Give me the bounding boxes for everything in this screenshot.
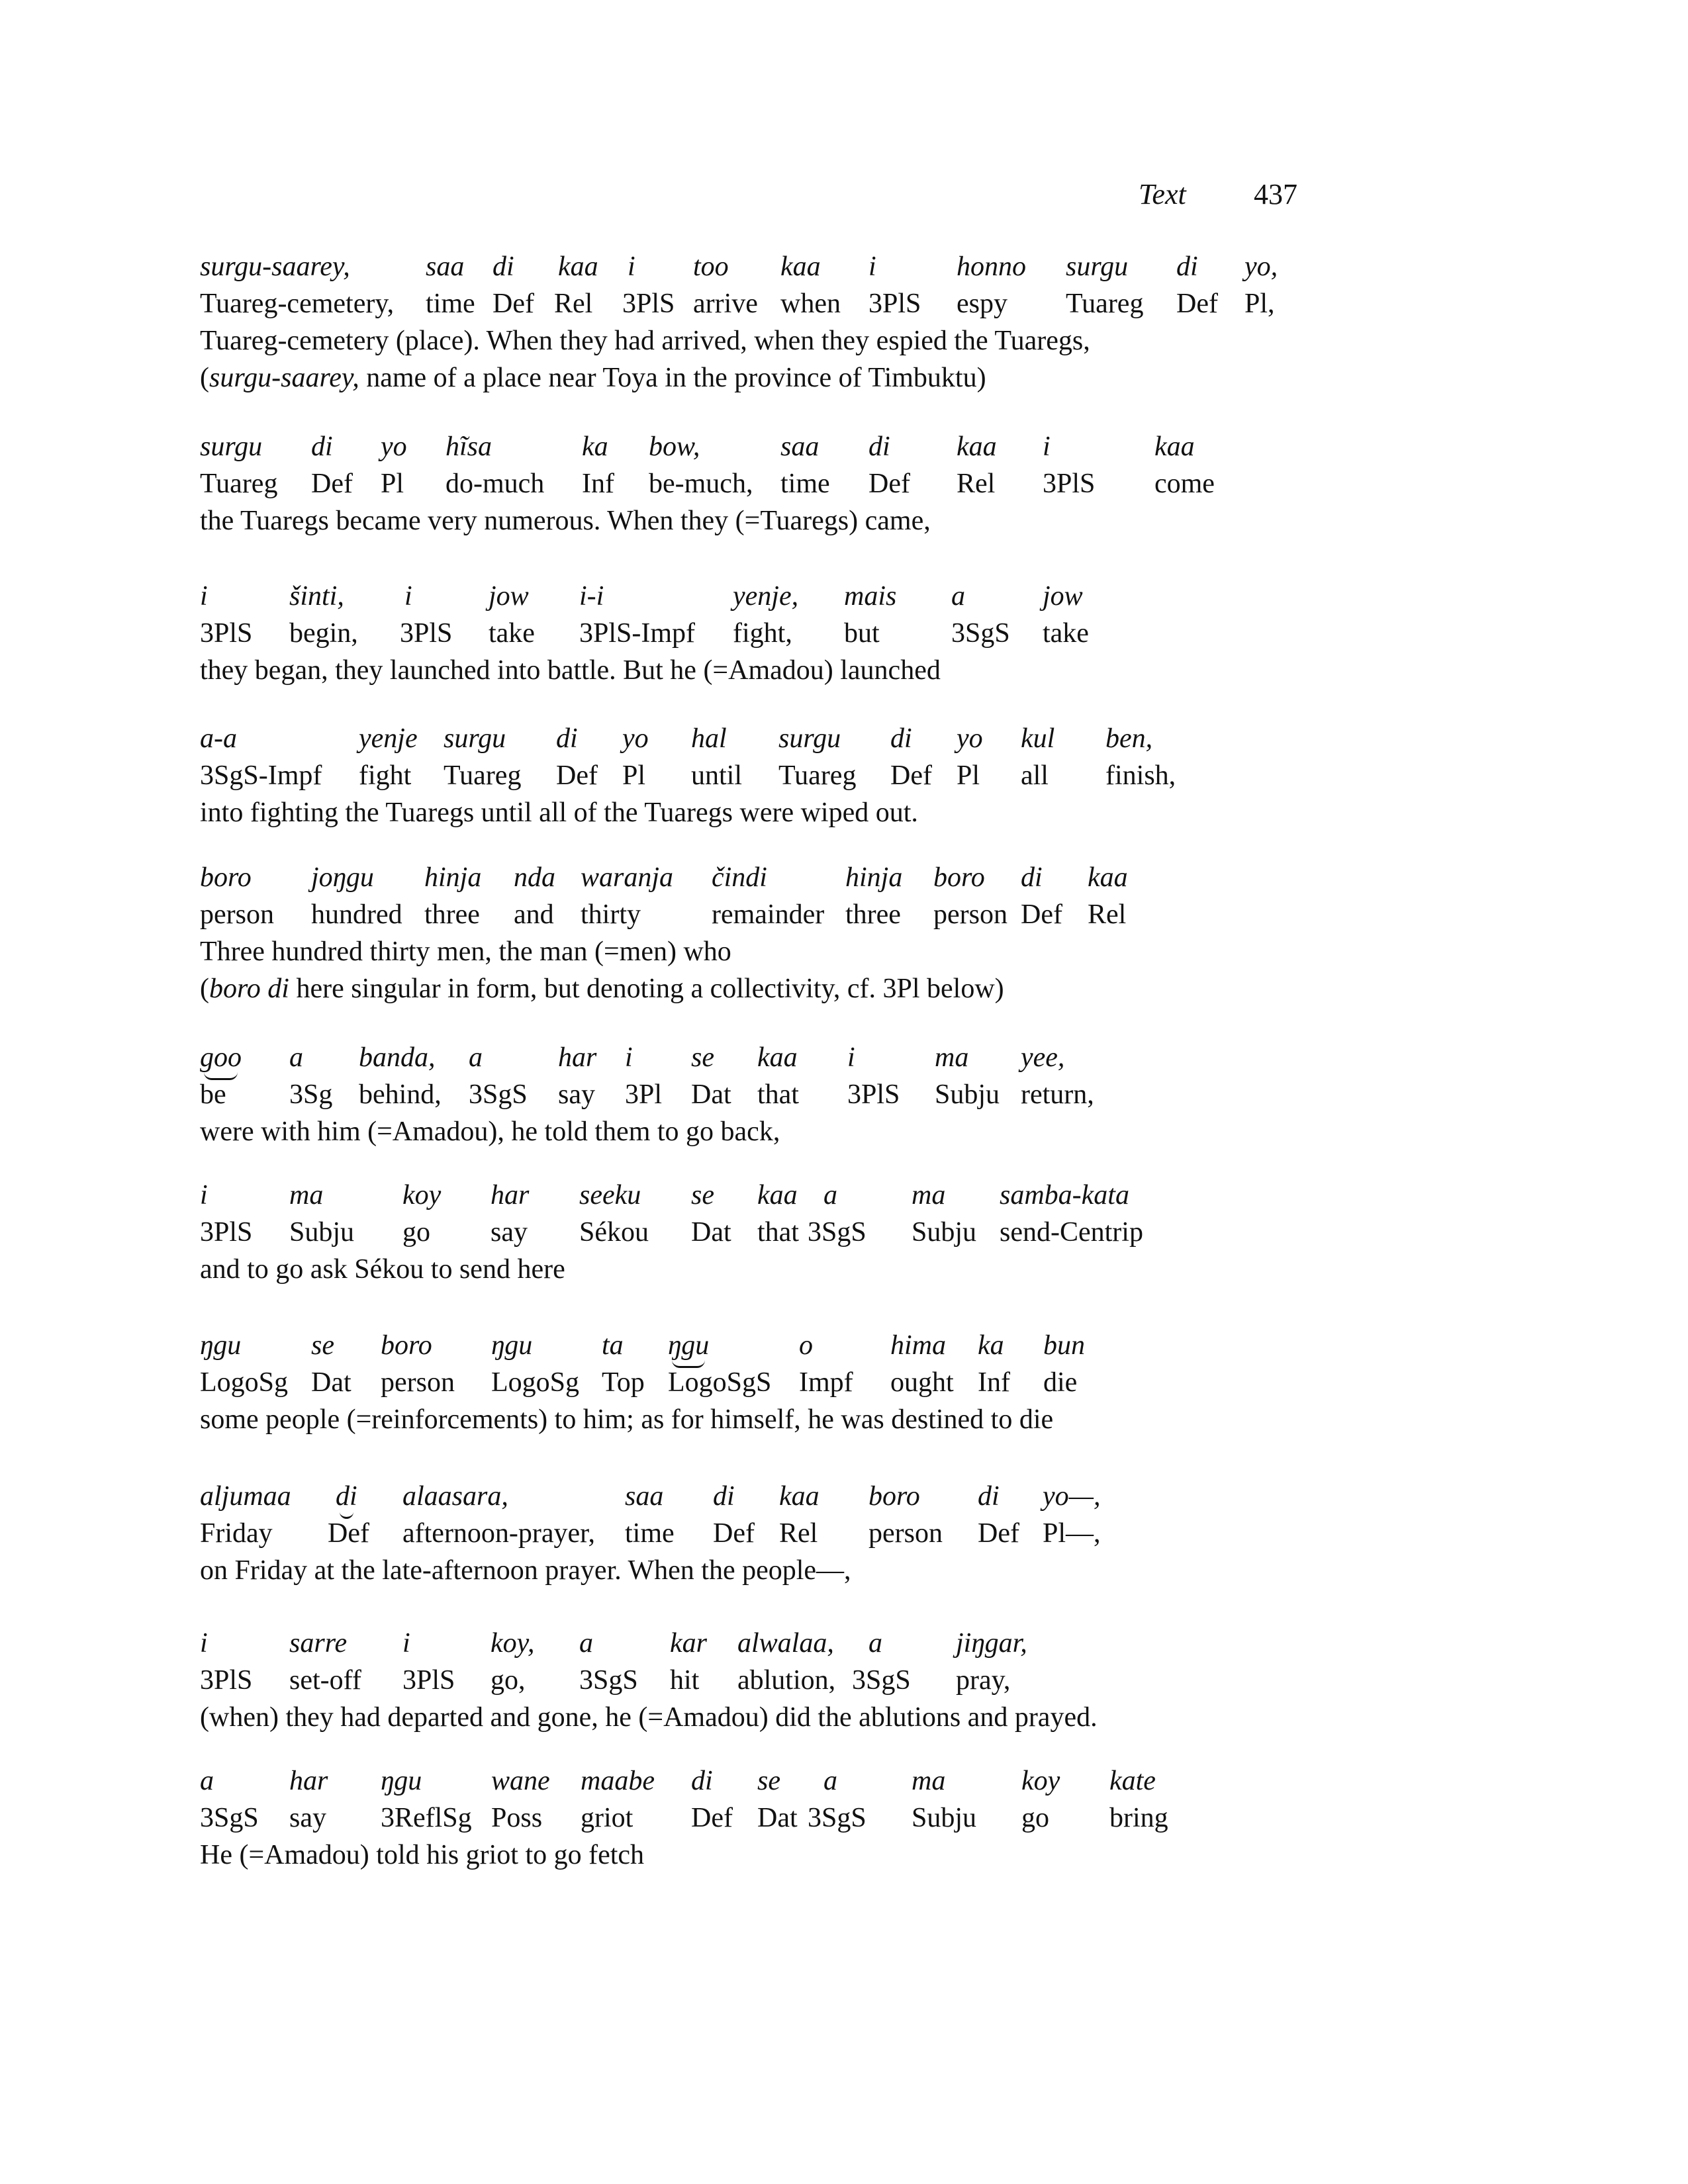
gloss-word: three [845,899,901,930]
vern-word: yo [957,723,983,754]
vern-word: bun [1043,1330,1085,1361]
gloss-word: ablution, [737,1665,836,1696]
vern-word: di [1021,862,1043,893]
vern-word: ma [289,1180,324,1210]
gloss-line [200,1799,1325,1837]
vern-word: yo, [1244,251,1278,282]
gloss-line [200,1364,1325,1401]
vernacular-line [200,428,1325,465]
vern-word: saa [625,1481,664,1512]
vernacular-line [200,1327,1325,1364]
vernacular-line [200,720,1325,757]
gloss-word: 3SgS [808,1217,867,1248]
vern-word: kaa [1088,862,1128,893]
vern-word: jow [489,581,529,612]
vern-word: surgu [1066,251,1129,282]
vern-word: surgu-saarey, [200,251,350,282]
gloss-line [200,757,1325,794]
vern-word: di [890,723,912,754]
vern-word: boro [381,1330,432,1361]
vernacular-line [200,248,1325,285]
gloss-word: pray, [956,1665,1011,1696]
gloss-word: when [780,289,841,319]
gloss-word: griot [581,1803,633,1833]
gloss-word: die [1043,1367,1078,1398]
gloss-block [200,1039,1325,1150]
gloss-word: go [402,1217,430,1248]
gloss-word: 3PlS [847,1079,900,1110]
vern-word: i [200,1628,208,1659]
vern-word: seeku [579,1180,641,1210]
vern-word: saa [426,251,465,282]
gloss-word: 3SgS [808,1803,867,1833]
vern-word: kaa [780,251,821,282]
gloss-word: Subju [935,1079,1000,1110]
vern-word: kaa [558,251,598,282]
gloss-word: say [289,1803,326,1833]
vern-word: i [847,1042,855,1073]
vern-word: wane [491,1766,550,1796]
vern-word: jiŋgar, [956,1628,1027,1659]
gloss-word: Def [328,1518,369,1549]
gloss-word: Def [890,760,932,791]
gloss-word: 3SgS [951,618,1010,649]
vern-word: i [402,1628,410,1659]
vern-word: di [691,1766,713,1796]
gloss-word: hit [670,1665,700,1696]
gloss-word: Dat [311,1367,352,1398]
gloss-word: Impf [799,1367,853,1398]
gloss-word: 3SgS [469,1079,528,1110]
vern-word: se [311,1330,334,1361]
gloss-word: Def [1021,899,1062,930]
vern-word: a [823,1180,837,1210]
gloss-line [200,1662,1325,1699]
gloss-line [200,1076,1325,1113]
gloss-word: remainder [712,899,825,930]
vernacular-line [200,859,1325,896]
gloss-word: espy [957,289,1008,319]
vern-word: boro [868,1481,920,1512]
vern-word: honno [957,251,1026,282]
gloss-word: Top [602,1367,645,1398]
vern-word: ŋgu [200,1330,242,1361]
vern-word: a [579,1628,593,1659]
gloss-word: Tuareg [444,760,522,791]
vern-word: har [558,1042,597,1073]
gloss-word: say [491,1217,528,1248]
vern-word: a [823,1766,837,1796]
vern-word: se [691,1180,714,1210]
vern-word: di [336,1478,357,1515]
gloss-word: three [424,899,480,930]
gloss-word: begin, [289,618,358,649]
gloss-word: time [625,1518,675,1549]
vern-word: čindi [712,862,767,893]
vern-word: bow, [649,432,700,462]
gloss-word: Subju [289,1217,355,1248]
vern-word: banda, [359,1042,436,1073]
gloss-word: Def [492,289,534,319]
vern-word: i [404,581,412,612]
vernacular-line [200,1762,1325,1799]
gloss-word: until [691,760,743,791]
vern-word: mais [844,581,897,612]
gloss-word: 3PlS [400,618,453,649]
vern-word: ta [602,1330,624,1361]
gloss-word: LogoSgS [668,1367,772,1398]
gloss-line [200,285,1325,322]
vern-word: joŋgu [311,862,374,893]
vern-word: har [491,1180,530,1210]
free-translation: He (=Amadou) told his griot to go fetch [200,1840,645,1870]
gloss-word: Tuareg-cemetery, [200,289,395,319]
gloss-word: Inf [978,1367,1010,1398]
vern-word: i-i [579,581,604,612]
vern-word: hĩsa [445,432,492,462]
gloss-word: arrive [693,289,758,319]
vern-word: koy [402,1180,442,1210]
gloss-word: fight [359,760,412,791]
vern-word: kaa [1154,432,1195,462]
vern-word: koy, [491,1628,535,1659]
gloss-word: that [757,1217,799,1248]
vern-word: samba-kata [1000,1180,1129,1210]
free-translation: (when) they had departed and gone, he (=Amadou) did the ablutions and prayed. [200,1702,1098,1733]
vern-word: i [628,251,635,282]
gloss-line [200,1214,1325,1251]
vern-word: i [625,1042,633,1073]
gloss-block [200,578,1325,689]
gloss-word: but [844,618,880,649]
gloss-word: be-much, [649,469,753,499]
vern-word: ma [935,1042,969,1073]
gloss-block [200,1762,1325,1874]
gloss-word: Tuareg [778,760,857,791]
vern-word: har [289,1766,328,1796]
vern-word: ben, [1105,723,1153,754]
vern-word: too [693,251,729,282]
gloss-word: Rel [957,469,996,499]
gloss-word: 3PlS [200,618,253,649]
vern-word: hima [890,1330,946,1361]
gloss-word: and [514,899,554,930]
vern-word: di [556,723,578,754]
gloss-word: be [200,1079,226,1110]
gloss-word: Def [868,469,910,499]
note: (surgu-saarey, name of a place near Toya in the province of Timbuktu) [200,363,986,393]
running-head [1139,177,1297,211]
gloss-word: LogoSg [491,1367,580,1398]
gloss-word: 3Sg [289,1079,333,1110]
vern-word: a [951,581,965,612]
gloss-block [200,1177,1325,1288]
gloss-word: come [1154,469,1215,499]
vern-word: yo [381,432,407,462]
vernacular-line [200,1177,1325,1214]
vern-word: hinja [845,862,903,893]
gloss-word: afternoon-prayer, [402,1518,595,1549]
gloss-line [200,896,1325,933]
gloss-word: finish, [1105,760,1176,791]
vern-word: kaa [957,432,997,462]
vern-word: i [200,1180,208,1210]
gloss-block [200,859,1325,1007]
vernacular-line [200,1039,1325,1076]
vern-word: di [311,432,333,462]
gloss-word: person [200,899,274,930]
gloss-word: Def [556,760,598,791]
gloss-word: 3PlS [868,289,921,319]
vern-word: di [868,432,890,462]
vern-word: saa [780,432,820,462]
vern-word: se [691,1042,714,1073]
vern-word: nda [514,862,555,893]
vern-word: i [200,581,208,612]
gloss-word: person [868,1518,943,1549]
gloss-line [200,1515,1325,1552]
gloss-word: go, [491,1665,526,1696]
gloss-word: Tuareg [1066,289,1144,319]
gloss-word: take [489,618,535,649]
gloss-word: Pl [957,760,980,791]
free-translation: Tuareg-cemetery (place). When they had arrived, when they espied the Tuaregs, [200,326,1090,356]
gloss-word: do-much [445,469,545,499]
vern-word: yee, [1021,1042,1065,1073]
vern-word: surgu [200,432,263,462]
vern-word: di [713,1481,735,1512]
vern-word: a [200,1766,214,1796]
gloss-word: Dat [691,1079,731,1110]
gloss-word: 3SgS [200,1803,259,1833]
gloss-word: 3PlS [402,1665,455,1696]
vern-word: ma [912,1766,946,1796]
gloss-word: return, [1021,1079,1094,1110]
gloss-block [200,1625,1325,1736]
vern-word: yo—, [1043,1481,1101,1512]
gloss-word: Pl, [1244,289,1275,319]
vern-word: se [757,1766,780,1796]
vern-word: goo [200,1039,242,1076]
vern-word: a [469,1042,483,1073]
gloss-word: time [780,469,830,499]
free-translation: into fighting the Tuaregs until all of the Tuaregs were wiped out. [200,797,918,828]
gloss-word: Dat [691,1217,731,1248]
free-translation: and to go ask Sékou to send here [200,1254,565,1285]
vern-word: aljumaa [200,1481,291,1512]
vern-word: di [1176,251,1198,282]
free-translation: on Friday at the late-afternoon prayer. When the people—, [200,1555,851,1586]
vern-word: šinti, [289,581,344,612]
vern-word: kul [1021,723,1055,754]
vern-word: o [799,1330,813,1361]
gloss-word: thirty [581,899,641,930]
vern-word: kaa [779,1481,820,1512]
gloss-word: Subju [912,1217,977,1248]
vern-word: yenje [359,723,418,754]
gloss-word: Def [713,1518,755,1549]
gloss-block [200,248,1325,396]
gloss-word: person [933,899,1008,930]
vern-word: yenje, [733,581,799,612]
vern-word: kaa [757,1042,798,1073]
gloss-word: fight, [733,618,792,649]
gloss-word: person [381,1367,455,1398]
gloss-word: say [558,1079,595,1110]
section-title: Text [1139,178,1186,210]
page-number: 437 [1254,178,1297,210]
gloss-word: send-Centrip [1000,1217,1143,1248]
gloss-block [200,720,1325,831]
gloss-word: Sékou [579,1217,649,1248]
vern-word: yo [622,723,649,754]
gloss-word: Tuareg [200,469,278,499]
free-translation: they began, they launched into battle. But he (=Amadou) launched [200,655,941,686]
gloss-word: Friday [200,1518,273,1549]
vernacular-line [200,1478,1325,1515]
vern-word: ŋgu [668,1327,709,1364]
vern-word: boro [933,862,985,893]
vern-word: a [868,1628,882,1659]
gloss-word: 3Pl [625,1079,663,1110]
vern-word: i [1043,432,1051,462]
gloss-word: Dat [757,1803,798,1833]
gloss-word: Def [978,1518,1019,1549]
vern-word: di [978,1481,1000,1512]
note-term: surgu-saarey, [209,363,359,393]
vern-word: maabe [581,1766,655,1796]
gloss-word: Subju [912,1803,977,1833]
gloss-word: Rel [554,289,593,319]
gloss-block [200,428,1325,539]
vern-word: jow [1043,581,1083,612]
gloss-word: 3PlS-Impf [579,618,696,649]
vern-word: boro [200,862,252,893]
gloss-word: 3SgS [579,1665,638,1696]
gloss-word: all [1021,760,1049,791]
vern-word: a [289,1042,303,1073]
gloss-word: Def [691,1803,733,1833]
vern-word: alaasara, [402,1481,508,1512]
vern-word: di [492,251,514,282]
gloss-word: Inf [582,469,614,499]
gloss-word: Pl [622,760,646,791]
gloss-word: behind, [359,1079,442,1110]
gloss-word: Rel [779,1518,818,1549]
gloss-word: 3SgS-Impf [200,760,322,791]
gloss-word: 3PlS [1043,469,1096,499]
gloss-word: LogoSg [200,1367,289,1398]
gloss-word: set-off [289,1665,361,1696]
gloss-word: Def [311,469,353,499]
gloss-line [200,465,1325,502]
vern-word: ŋgu [491,1330,533,1361]
vern-word: hal [691,723,727,754]
gloss-word: 3SgS [852,1665,911,1696]
gloss-word: Pl—, [1043,1518,1101,1549]
vern-word: i [868,251,876,282]
gloss-word: hundred [311,899,402,930]
note-term: boro di [209,974,289,1004]
vern-word: kate [1109,1766,1156,1796]
vern-word: ka [978,1330,1004,1361]
gloss-word: 3PlS [200,1665,253,1696]
vern-word: ŋgu [381,1766,422,1796]
gloss-word: Def [1176,289,1218,319]
gloss-word: that [757,1079,799,1110]
vernacular-line [200,1625,1325,1662]
vern-word: ma [912,1180,946,1210]
vernacular-line [200,578,1325,615]
gloss-word: Pl [381,469,404,499]
free-translation: some people (=reinforcements) to him; as for himself, he was destined to die [200,1404,1054,1435]
vern-word: kaa [757,1180,798,1210]
vern-word: surgu [778,723,841,754]
note: (boro di here singular in form, but denoting a collectivity, cf. 3Pl below) [200,974,1004,1004]
gloss-word: 3PlS [200,1217,253,1248]
gloss-line [200,615,1325,652]
vern-word: koy [1021,1766,1060,1796]
gloss-word: bring [1109,1803,1168,1833]
gloss-word: take [1043,618,1089,649]
gloss-word: Rel [1088,899,1127,930]
vern-word: sarre [289,1628,348,1659]
gloss-block [200,1327,1325,1438]
free-translation: Three hundred thirty men, the man (=men) who [200,936,731,967]
vern-word: ka [582,432,608,462]
gloss-block [200,1478,1325,1589]
gloss-word: Poss [491,1803,543,1833]
vern-word: surgu [444,723,506,754]
free-translation: were with him (=Amadou), he told them to go back, [200,1116,780,1147]
vern-word: a-a [200,723,237,754]
vern-word: hinja [424,862,482,893]
gloss-word: time [426,289,475,319]
gloss-word: ought [890,1367,954,1398]
vern-word: alwalaa, [737,1628,834,1659]
gloss-word: 3PlS [622,289,675,319]
vern-word: waranja [581,862,674,893]
vern-word: kar [670,1628,707,1659]
gloss-word: 3ReflSg [381,1803,472,1833]
gloss-word: go [1021,1803,1049,1833]
free-translation: the Tuaregs became very numerous. When they (=Tuaregs) came, [200,506,931,536]
